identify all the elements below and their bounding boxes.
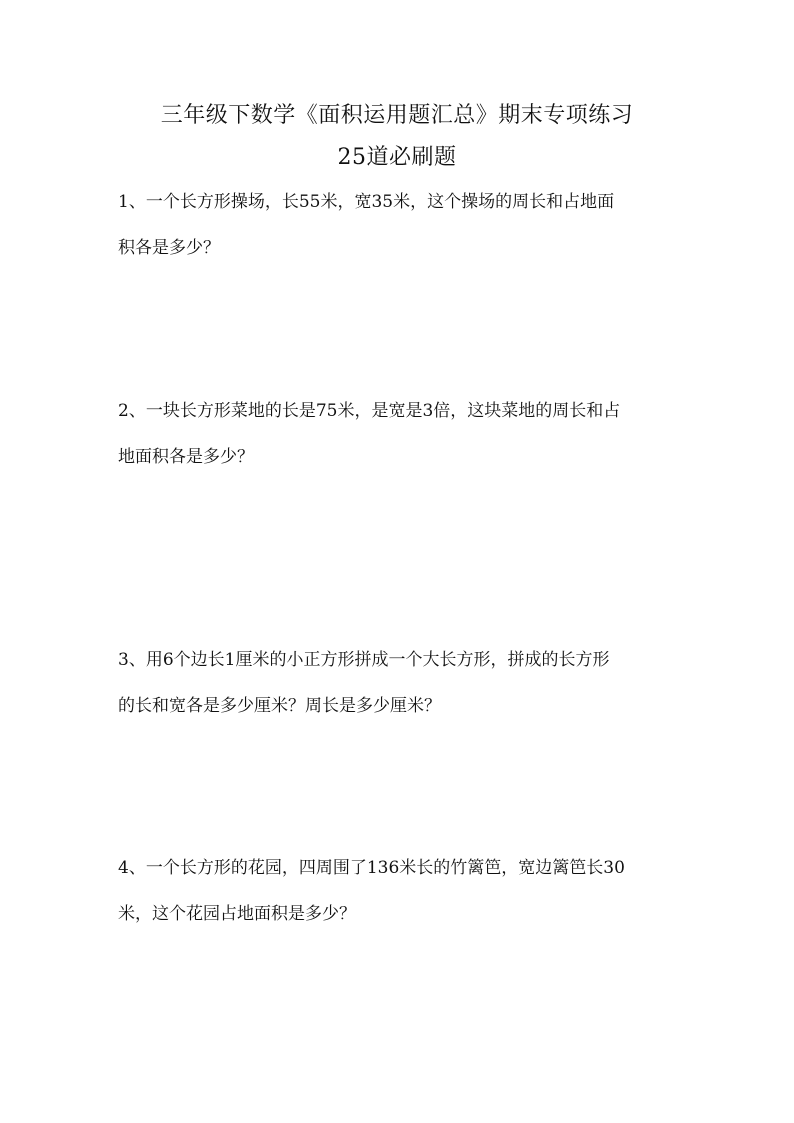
question-3-text-line-1: 3、用6个边长1厘米的小正方形拼成一个大长方形，拼成的长方形	[118, 650, 610, 670]
question-1	[118, 190, 688, 260]
question-3	[118, 648, 688, 718]
question-2	[118, 399, 688, 469]
question-2-text-line-1: 2、一块长方形菜地的长是75米，是宽是3倍，这块菜地的周长和占	[118, 401, 621, 421]
question-4	[118, 856, 688, 926]
question-1-text-line-2: 积各是多少？	[118, 238, 220, 258]
question-4-text-line-2: 米，这个花园占地面积是多少？	[118, 904, 356, 924]
question-4-text-line-1: 4、一个长方形的花园，四周围了136米长的竹篱笆，宽边篱笆长30	[118, 858, 625, 878]
page-title: 三年级下数学《面积运用题汇总》期末专项练习	[160, 103, 634, 128]
question-2-text-line-2: 地面积各是多少？	[118, 447, 254, 467]
question-1-text-line-1: 1、一个长方形操场，长55米，宽35米，这个操场的周长和占地面	[118, 192, 615, 212]
question-3-text-line-2: 的长和宽各是多少厘米？周长是多少厘米？	[118, 696, 441, 716]
page-subtitle: 25道必刷题	[337, 145, 457, 170]
